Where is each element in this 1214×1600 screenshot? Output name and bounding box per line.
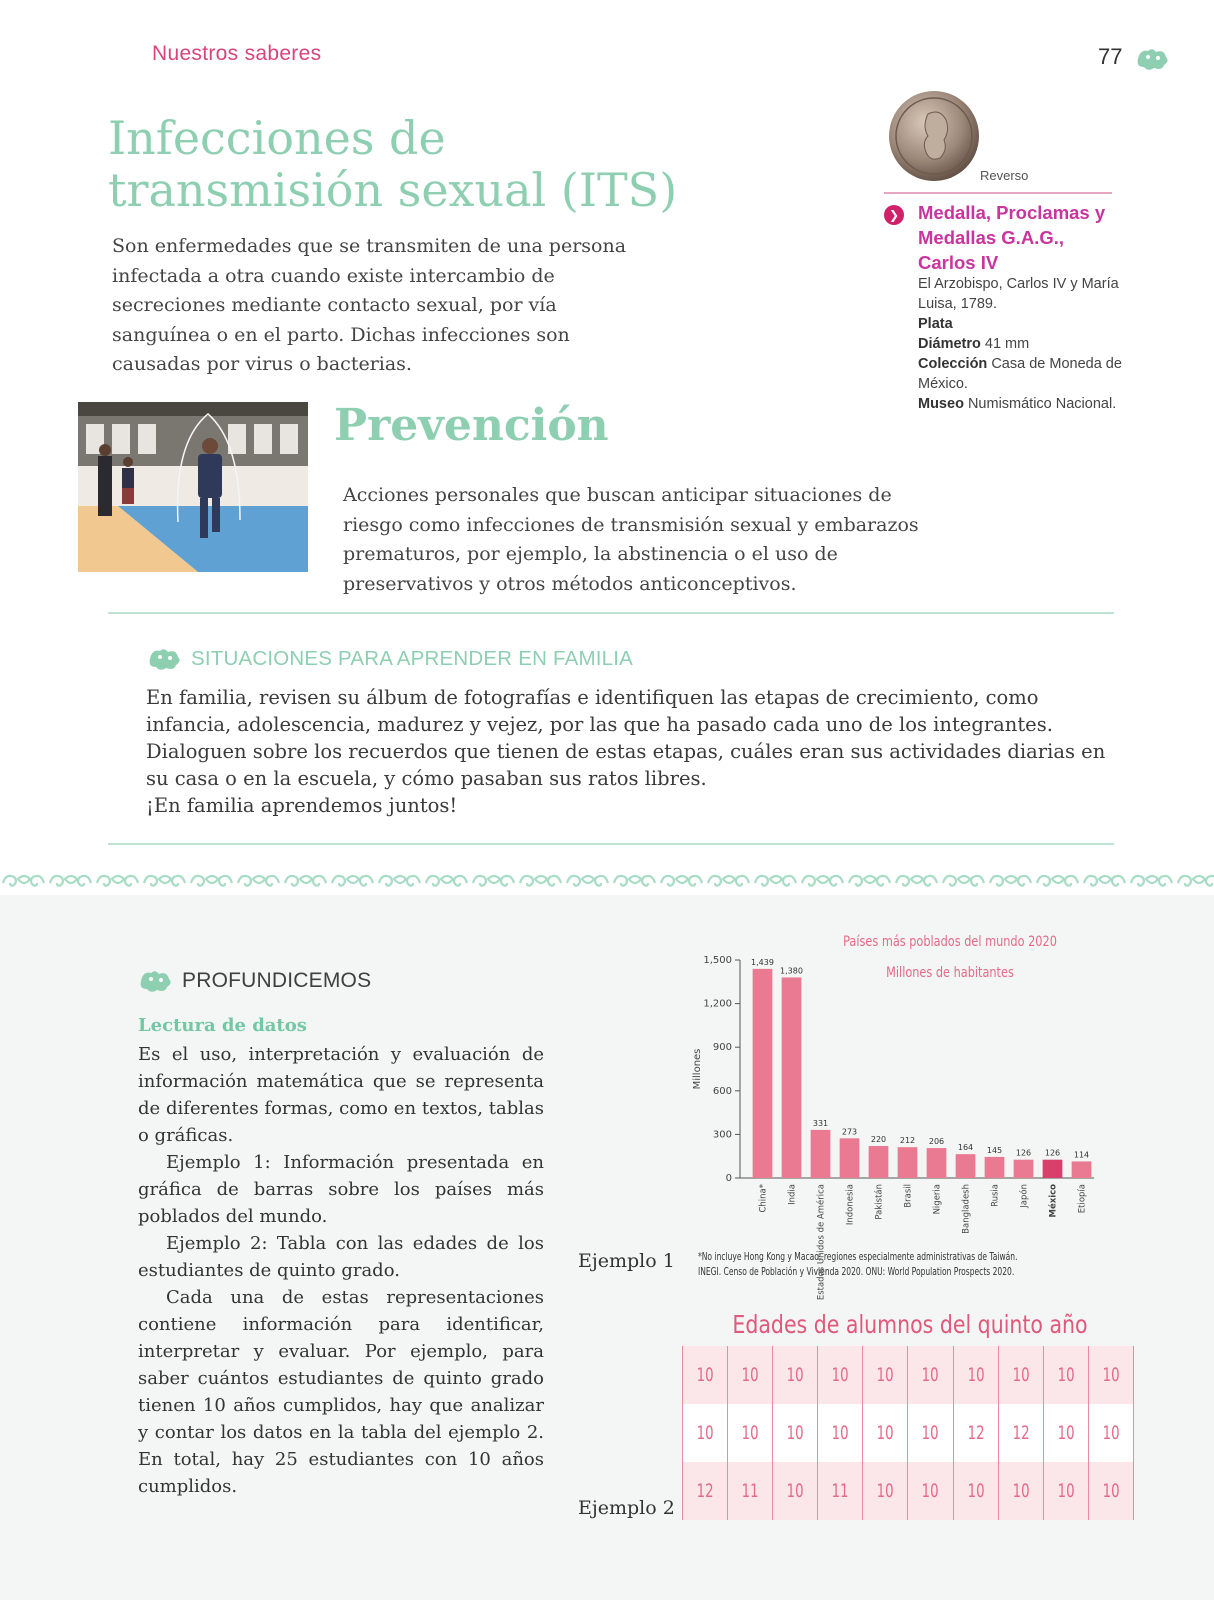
category-label: Pakistán (874, 1184, 885, 1220)
bar-value-label: 331 (812, 1118, 829, 1128)
bar (782, 977, 802, 1178)
age-value: 10 (1102, 1480, 1120, 1502)
divider-top (108, 612, 1114, 614)
age-value: 10 (876, 1422, 894, 1444)
page-number: 77 (1098, 44, 1123, 69)
medal-divider (884, 192, 1112, 194)
table-cell (908, 1404, 953, 1462)
medal-museum-value: Numismático Nacional. (967, 396, 1117, 412)
y-tick-label: 0 (725, 1173, 732, 1184)
ages-table (682, 1346, 1134, 1520)
age-value: 10 (696, 1364, 714, 1386)
category-label: Rusia (990, 1184, 1001, 1207)
age-value: 11 (831, 1480, 849, 1502)
bar-value-label: 273 (841, 1127, 858, 1137)
deepen-paragraph-1: Es el uso, interpretación y evaluación de información matemática que se representa de diferentes formas, como en textos, tablas o gráficas. (138, 1044, 544, 1146)
table-cell (863, 1462, 908, 1520)
bar-value-label: 220 (870, 1135, 887, 1145)
age-value: 11 (741, 1480, 759, 1502)
bar (840, 1138, 860, 1178)
age-value: 10 (922, 1364, 939, 1386)
bar-value-label: 206 (928, 1137, 945, 1147)
prevention-text: Acciones personales que buscan anticipar situaciones de riesgo como infecciones de transmisión sexual y embarazos prematuros, por ejemplo, la abstinencia o el uso de preservativos y otros métodos anticonceptivos. (343, 484, 919, 595)
table-cell (953, 1404, 998, 1462)
age-value: 10 (786, 1480, 804, 1502)
medal-diameter-value: 41 mm (984, 336, 1030, 352)
medal-info (918, 274, 1126, 414)
age-value: 10 (967, 1364, 985, 1386)
deepen-paragraph-3: Ejemplo 2: Tabla con las edades de los estudiantes de quinto grado. (138, 1233, 544, 1281)
family-header (145, 645, 633, 673)
table-cell (1043, 1404, 1088, 1462)
age-value: 10 (876, 1480, 894, 1502)
age-value: 10 (831, 1422, 849, 1444)
arrow-right-icon: ❯ (884, 205, 904, 225)
bar (898, 1147, 918, 1178)
bar-value-label: 126 (1015, 1148, 1032, 1158)
table-cell (1088, 1346, 1133, 1404)
age-value: 10 (1057, 1364, 1075, 1386)
table-cell (728, 1462, 773, 1520)
table-cell (908, 1346, 953, 1404)
category-label: Indonesia (845, 1184, 856, 1226)
age-value: 10 (741, 1422, 759, 1444)
medal-collection-label: Colección (918, 356, 988, 372)
bar-value-label: 126 (1044, 1148, 1061, 1158)
table-row (683, 1404, 1134, 1462)
bar-value-label: 212 (899, 1136, 916, 1146)
category-label: India (787, 1184, 798, 1205)
its-title: Infecciones de transmisión sexual (ITS) (108, 111, 678, 217)
section-tag: Nuestros saberes (152, 42, 322, 65)
category-label: México (1048, 1184, 1059, 1218)
age-value: 12 (696, 1480, 714, 1502)
bar (1043, 1160, 1063, 1178)
prevention-title: Prevención (334, 400, 609, 451)
age-value: 10 (1012, 1480, 1030, 1502)
ornament-border (0, 867, 1214, 895)
family-text-block (146, 684, 1126, 819)
category-label: Etiopía (1077, 1184, 1088, 1214)
chart-footnote: *No incluye Hong Kong y Macao; regiones especialmente administrativas de Taiwán. (698, 1251, 1018, 1263)
age-value: 10 (831, 1364, 849, 1386)
table-cell (818, 1404, 863, 1462)
bar-value-label: 164 (957, 1143, 974, 1153)
y-tick-label: 1,200 (703, 998, 732, 1010)
deepen-text (138, 1041, 544, 1500)
category-label: Nigeria (932, 1184, 943, 1215)
divider-bottom (108, 843, 1114, 845)
table-cell (683, 1404, 728, 1462)
bar (927, 1148, 947, 1178)
photo-girl-jumping-rope (78, 402, 308, 572)
table-cell (863, 1346, 908, 1404)
bar (753, 969, 773, 1178)
age-value: 10 (1102, 1422, 1120, 1444)
medal-image (888, 90, 980, 182)
age-value: 10 (741, 1364, 759, 1386)
bar (1072, 1161, 1092, 1178)
bar-value-label: 114 (1073, 1150, 1090, 1160)
table-cell (998, 1404, 1043, 1462)
family-text: En familia, revisen su álbum de fotografías e identifiquen las etapas de crecimiento, como infancia, adolescencia, madurez y vejez, por las que ha pasado cada uno de los integrantes. Dialoguen sobre los recuerdos que tienen de estas etapas, cuáles eran sus actividades diarias en su casa o en la escuela, y cómo pasaban sus ratos libres. (146, 686, 1106, 790)
category-label: Estados Unidos de América (816, 1184, 827, 1301)
table-cell (683, 1462, 728, 1520)
ages-table-title: Edades de alumnos del quinto año (732, 1310, 1088, 1339)
y-tick-label: 600 (712, 1085, 732, 1097)
its-text: Son enfermedades que se transmiten de una persona infectada a otra cuando existe intercambio de secreciones mediante contacto sexual, por vía sanguínea o en el parto. Dichas infecciones son causadas por virus o bacterias. (112, 235, 627, 375)
deepen-subtitle: Lectura de datos (138, 1015, 307, 1036)
chart-source: INEGI. Censo de Población y Vivienda 2020. ONU: World Population Prospects 2020. (698, 1266, 1015, 1278)
age-value: 10 (696, 1422, 714, 1444)
bar (869, 1146, 889, 1178)
deepen-title: PROFUNDICEMOS (182, 969, 372, 992)
family-closing: ¡En familia aprendemos juntos! (146, 794, 458, 817)
table-cell (728, 1346, 773, 1404)
glyph-icon (145, 645, 185, 673)
deepen-paragraph-2: Ejemplo 1: Información presentada en gráfica de barras sobre los países más poblados del mundo. (138, 1152, 544, 1227)
age-value: 10 (786, 1422, 804, 1444)
age-value: 12 (1012, 1422, 1030, 1444)
age-value: 10 (1057, 1422, 1075, 1444)
table-row (683, 1346, 1134, 1404)
bar (811, 1130, 831, 1178)
example-2-label: Ejemplo 2 (578, 1497, 675, 1519)
chart-title: Países más poblados del mundo 2020 (843, 934, 1057, 950)
category-label: Brasil (903, 1184, 914, 1208)
age-value: 10 (786, 1364, 804, 1386)
category-label: China* (758, 1184, 769, 1213)
medal-museum-label: Museo (918, 396, 964, 412)
age-value: 10 (922, 1480, 939, 1502)
medal-diameter-label: Diámetro (918, 336, 981, 352)
table-cell (773, 1346, 818, 1404)
medal-description: El Arzobispo, Carlos IV y María Luisa, 1789. (918, 276, 1119, 312)
table-row (683, 1462, 1134, 1520)
bar-value-label: 145 (986, 1145, 1003, 1155)
table-cell (953, 1462, 998, 1520)
table-cell (818, 1346, 863, 1404)
age-value: 12 (967, 1422, 985, 1444)
table-cell (728, 1404, 773, 1462)
age-value: 10 (1102, 1364, 1120, 1386)
age-value: 10 (967, 1480, 985, 1502)
age-value: 10 (1057, 1480, 1075, 1502)
bar-value-label: 1,380 (780, 966, 803, 976)
category-label: Bangladesh (961, 1184, 972, 1234)
y-tick-label: 300 (712, 1129, 732, 1141)
bar-value-label: 1,439 (751, 957, 774, 967)
medal-title: Medalla, Proclamas y Medallas G.A.G., Carlos IV (918, 202, 1106, 273)
y-axis-label: Millones (692, 1048, 703, 1090)
family-title: SITUACIONES PARA APRENDER EN FAMILIA (191, 647, 633, 670)
deepen-header (136, 967, 371, 995)
age-value: 10 (876, 1364, 894, 1386)
table-cell (863, 1404, 908, 1462)
table-cell (1043, 1462, 1088, 1520)
table-cell (1088, 1404, 1133, 1462)
medal-collection-value: Casa de Moneda de México. (918, 356, 1122, 392)
table-cell (683, 1346, 728, 1404)
table-cell (1043, 1346, 1088, 1404)
table-cell (773, 1404, 818, 1462)
medal-caption: Reverso (980, 168, 1029, 183)
deepen-paragraph-4: Cada una de estas representaciones contiene información para identificar, interpretar y evaluar. Por ejemplo, para saber cuántos estudiantes de quinto grado tienen 10 años cumplidos, hay que analizar y contar los datos en la tabla del ejemplo 2. En total, hay 25 estudiantes con 10 años cumplidos. (138, 1287, 544, 1497)
age-value: 10 (922, 1422, 939, 1444)
bar (985, 1157, 1005, 1178)
table-cell (953, 1346, 998, 1404)
bar (1014, 1160, 1034, 1178)
glyph-icon (136, 967, 176, 995)
y-tick-label: 900 (712, 1042, 732, 1054)
table-cell (908, 1462, 953, 1520)
y-tick-label: 1,500 (703, 955, 732, 966)
bar (956, 1154, 976, 1178)
glyph-icon (1134, 45, 1172, 73)
category-label: Japón (1019, 1184, 1030, 1208)
table-cell (773, 1462, 818, 1520)
age-value: 10 (1012, 1364, 1030, 1386)
chart-subtitle: Millones de habitantes (886, 965, 1014, 981)
example-1-label: Ejemplo 1 (578, 1250, 675, 1272)
medal-material: Plata (918, 316, 953, 332)
table-cell (998, 1346, 1043, 1404)
table-cell (998, 1462, 1043, 1520)
table-cell (818, 1462, 863, 1520)
table-cell (1088, 1462, 1133, 1520)
